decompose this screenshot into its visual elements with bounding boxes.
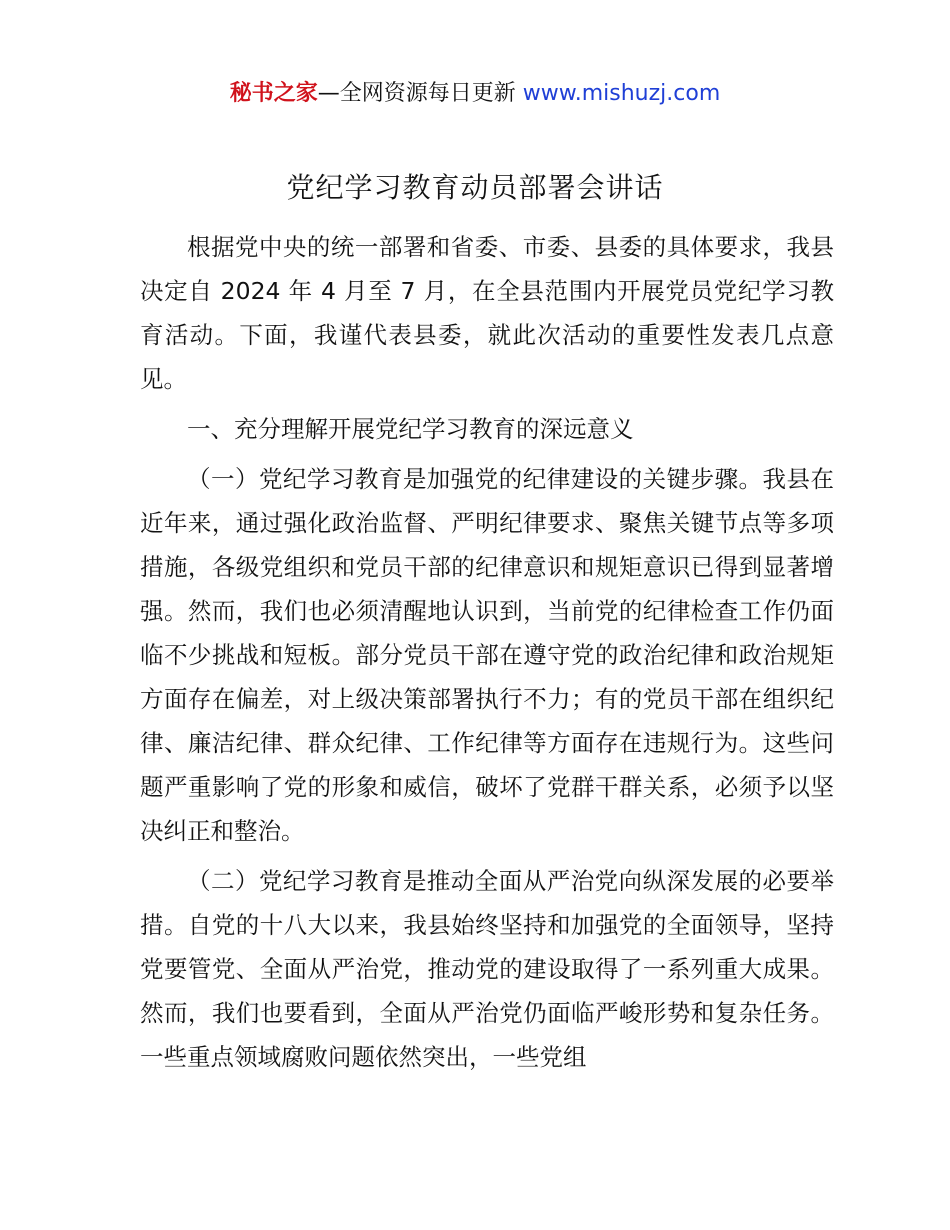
paragraph-2: （二）党纪学习教育是推动全面从严治党向纵深发展的必要举措。自党的十八大以来，我县始终坚持和加强党的全面领导，坚持党要管党、全面从严治党，推动党的建设取得了一系列重大成果。然而，我们也要看到，全面从严治党仍面临严峻形势和复杂任务。一些重点领域腐败问题依然突出，一些党组	[140, 867, 834, 1071]
section-heading: 一、充分理解开展党纪学习教育的深远意义	[187, 415, 634, 443]
document-title: 党纪学习教育动员部署会讲话	[286, 171, 664, 204]
paragraph-1: （一）党纪学习教育是加强党的纪律建设的关键步骤。我县在近年来，通过强化政治监督、严明纪律要求、聚焦关键节点等多项措施，各级党组织和党员干部的纪律意识和规矩意识已得到显著增强。然而，我们也必须清醒地认识到，当前党的纪律检查工作仍面临不少挑战和短板。部分党员干部在遵守党的政治纪律和政治规矩方面存在偏差，对上级决策部署执行不力；有的党员干部在组织纪律、廉洁纪律、群众纪律、工作纪律等方面存在违规行为。这些问题严重影响了党的形象和威信，破坏了党群干群关系，必须予以坚决纠正和整治。	[140, 465, 834, 845]
header-tagline: —全网资源每日更新	[317, 81, 523, 106]
brand-name: 秘书之家	[229, 81, 318, 106]
document-body	[140, 225, 834, 1079]
intro-paragraph: 根据党中央的统一部署和省委、市委、县委的具体要求，我县决定自 2024 年 4 月至 7 月，在全县范围内开展党员党纪学习教育活动。下面，我谨代表县委，就此次活动的重要性发表几点意见。	[140, 233, 834, 393]
site-url-link[interactable]: www.mishuzj.com	[522, 81, 721, 106]
site-header	[0, 78, 950, 110]
